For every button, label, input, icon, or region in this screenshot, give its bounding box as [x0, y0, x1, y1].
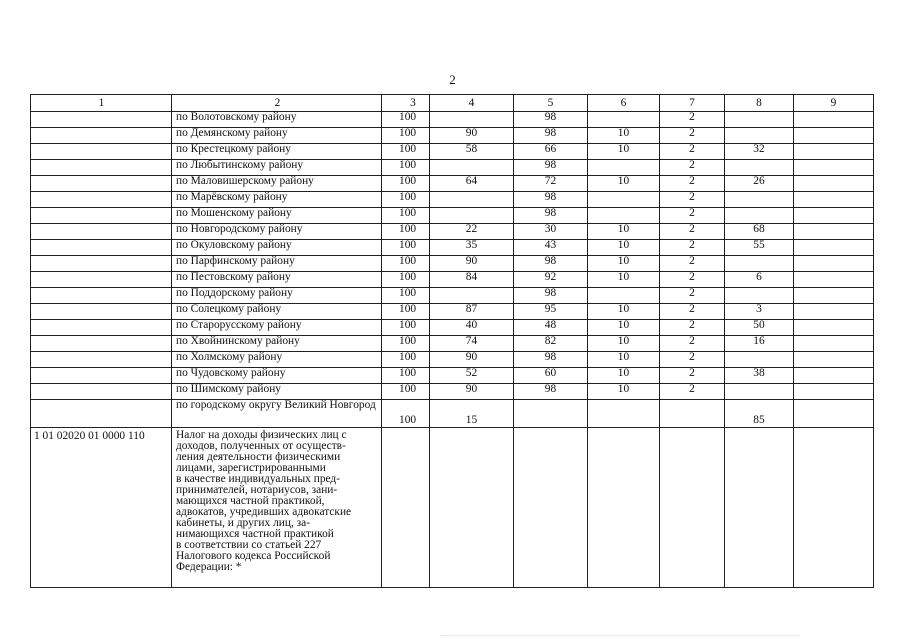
- cell-col9: [794, 224, 874, 240]
- cell-code: [31, 320, 172, 336]
- cell-name: по Волотовскому району: [172, 112, 382, 128]
- cell-code: [31, 208, 172, 224]
- cell-name: по Окуловскому району: [172, 240, 382, 256]
- table-row: [31, 368, 874, 384]
- header-cell-1: 1: [31, 95, 172, 112]
- cell-col9: [794, 256, 874, 272]
- cell-col8: 50: [725, 320, 794, 336]
- cell-col5: 66: [514, 144, 588, 160]
- cell-col5: 72: [514, 176, 588, 192]
- cell-col4: [430, 160, 514, 176]
- table-row: [31, 144, 874, 160]
- cell-col3: 100: [382, 128, 430, 144]
- cell-name: по Крестецкому району: [172, 144, 382, 160]
- cell-col3: 100: [382, 224, 430, 240]
- cell-name: по Пестовскому району: [172, 272, 382, 288]
- cell-col7: 2: [660, 256, 725, 272]
- cell-col8: [725, 384, 794, 400]
- cell-col8: [725, 256, 794, 272]
- table-row: [31, 224, 874, 240]
- cell-col5: 43: [514, 240, 588, 256]
- cell-name: по Парфинскому району: [172, 256, 382, 272]
- cell-name: по Холмскому району: [172, 352, 382, 368]
- cell-col4: [430, 112, 514, 128]
- cell-col5: 98: [514, 160, 588, 176]
- cell-col9: [794, 240, 874, 256]
- header-cell-3: 3: [382, 95, 430, 112]
- cell-name: по Чудовскому району: [172, 368, 382, 384]
- cell-code: [31, 112, 172, 128]
- table-row: [31, 400, 874, 428]
- table-row: [31, 112, 874, 128]
- cell-col6: 10: [588, 256, 660, 272]
- cell-col5: 30: [514, 224, 588, 240]
- cell-col9: [794, 128, 874, 144]
- cell-col3: 100: [382, 304, 430, 320]
- cell-col4: 84: [430, 272, 514, 288]
- cell-col9: [794, 384, 874, 400]
- cell-col4: [430, 428, 514, 588]
- cell-col8: 85: [725, 400, 794, 428]
- cell-col3: 100: [382, 144, 430, 160]
- cell-col5: [514, 428, 588, 588]
- cell-col6: 10: [588, 368, 660, 384]
- cell-col8: [725, 112, 794, 128]
- cell-col3: 100: [382, 272, 430, 288]
- cell-col9: [794, 352, 874, 368]
- cell-name: по Солецкому району: [172, 304, 382, 320]
- cell-col8: 26: [725, 176, 794, 192]
- cell-col6: [588, 428, 660, 588]
- cell-col3: 100: [382, 336, 430, 352]
- cell-col3: 100: [382, 112, 430, 128]
- cell-col3: 100: [382, 352, 430, 368]
- cell-col7: 2: [660, 240, 725, 256]
- table-row: [31, 240, 874, 256]
- cell-col5: 98: [514, 352, 588, 368]
- cell-col5: 98: [514, 208, 588, 224]
- cell-name: по Любытинскому району: [172, 160, 382, 176]
- cell-col7: 2: [660, 112, 725, 128]
- cell-col5: 82: [514, 336, 588, 352]
- table-row: [31, 256, 874, 272]
- table-row: [31, 384, 874, 400]
- cell-col4: 74: [430, 336, 514, 352]
- cell-code: [31, 368, 172, 384]
- cell-col6: [588, 192, 660, 208]
- cell-name: по Новгородскому району: [172, 224, 382, 240]
- cell-col7: 2: [660, 304, 725, 320]
- table-row: [31, 192, 874, 208]
- cell-name: по Марёвскому району: [172, 192, 382, 208]
- cell-col9: [794, 208, 874, 224]
- table-row: [31, 336, 874, 352]
- cell-col3: 100: [382, 368, 430, 384]
- budget-distribution-table: [30, 94, 874, 588]
- cell-col6: [588, 160, 660, 176]
- cell-col9: [794, 368, 874, 384]
- cell-name: по Мошенскому району: [172, 208, 382, 224]
- cell-name: Налог на доходы физических лиц с доходов, полученных от осуществ- ления деятельности физическими лицами, зарегистрированными в качестве индивидуальных пред- принимателей, нотариусов, зани- мающихся частной практикой, адвокатов, учредивших адвокатские кабинеты, и других лиц, за- нимающихся частной практикой в соответствии со статьей 227 Налогового кодекса Российской Федерации: *: [172, 428, 382, 588]
- cell-code: [31, 160, 172, 176]
- cell-col3: 100: [382, 384, 430, 400]
- cell-col6: [588, 112, 660, 128]
- cell-col7: 2: [660, 384, 725, 400]
- cell-col7: 2: [660, 144, 725, 160]
- scan-artifacts: [440, 633, 800, 636]
- cell-code: [31, 224, 172, 240]
- table-row: [31, 208, 874, 224]
- cell-col7: 2: [660, 128, 725, 144]
- table-row: [31, 304, 874, 320]
- cell-col9: [794, 336, 874, 352]
- cell-name: по Шимскому району: [172, 384, 382, 400]
- cell-col7: 2: [660, 176, 725, 192]
- cell-col5: 98: [514, 256, 588, 272]
- cell-col9: [794, 272, 874, 288]
- cell-col9: [794, 160, 874, 176]
- table-row: [31, 272, 874, 288]
- cell-col7: 2: [660, 368, 725, 384]
- header-cell-2: 2: [172, 95, 382, 112]
- cell-col4: [430, 192, 514, 208]
- cell-col6: 10: [588, 176, 660, 192]
- cell-code: [31, 400, 172, 428]
- cell-col4: 22: [430, 224, 514, 240]
- cell-col7: 2: [660, 160, 725, 176]
- cell-code: [31, 304, 172, 320]
- cell-col9: [794, 428, 874, 588]
- cell-col7: 2: [660, 320, 725, 336]
- cell-col4: 90: [430, 384, 514, 400]
- cell-col3: 100: [382, 192, 430, 208]
- cell-col8: 3: [725, 304, 794, 320]
- cell-col8: 38: [725, 368, 794, 384]
- cell-name: по Маловишерскому району: [172, 176, 382, 192]
- cell-col7: 2: [660, 288, 725, 304]
- cell-col8: 32: [725, 144, 794, 160]
- cell-col9: [794, 400, 874, 428]
- page-number: 2: [449, 72, 456, 87]
- cell-col8: [725, 428, 794, 588]
- cell-col5: 98: [514, 112, 588, 128]
- cell-col5: 60: [514, 368, 588, 384]
- cell-col8: [725, 192, 794, 208]
- cell-col8: [725, 160, 794, 176]
- table-row: [31, 428, 874, 588]
- cell-name: по городскому округу Великий Новгород: [172, 400, 382, 428]
- table-row: [31, 160, 874, 176]
- cell-code: [31, 128, 172, 144]
- cell-col9: [794, 144, 874, 160]
- header-cell-7: 7: [660, 95, 725, 112]
- cell-col3: 100: [382, 400, 430, 428]
- cell-col5: 98: [514, 128, 588, 144]
- header-cell-9: 9: [794, 95, 874, 112]
- cell-col8: [725, 128, 794, 144]
- cell-col8: 6: [725, 272, 794, 288]
- table-row: [31, 320, 874, 336]
- cell-col6: 10: [588, 224, 660, 240]
- table-header-row: [31, 95, 874, 112]
- cell-col6: [588, 400, 660, 428]
- cell-code: [31, 240, 172, 256]
- cell-col7: 2: [660, 224, 725, 240]
- cell-col5: 98: [514, 288, 588, 304]
- cell-col5: [514, 400, 588, 428]
- cell-col7: [660, 428, 725, 588]
- cell-col7: 2: [660, 208, 725, 224]
- cell-col4: 64: [430, 176, 514, 192]
- table-row: [31, 128, 874, 144]
- cell-col8: [725, 352, 794, 368]
- cell-col3: 100: [382, 208, 430, 224]
- cell-col3: 100: [382, 240, 430, 256]
- cell-code: [31, 192, 172, 208]
- cell-col5: 92: [514, 272, 588, 288]
- cell-col4: [430, 208, 514, 224]
- cell-col6: 10: [588, 320, 660, 336]
- cell-col5: 48: [514, 320, 588, 336]
- cell-col8: 16: [725, 336, 794, 352]
- cell-col4: [430, 288, 514, 304]
- cell-col9: [794, 112, 874, 128]
- cell-code: [31, 272, 172, 288]
- table-row: [31, 176, 874, 192]
- cell-col5: 95: [514, 304, 588, 320]
- cell-col7: 2: [660, 272, 725, 288]
- cell-col4: 58: [430, 144, 514, 160]
- cell-col5: 98: [514, 384, 588, 400]
- cell-col9: [794, 320, 874, 336]
- cell-col4: 90: [430, 128, 514, 144]
- table-row: [31, 288, 874, 304]
- cell-col4: 15: [430, 400, 514, 428]
- cell-col4: 90: [430, 352, 514, 368]
- cell-col3: 100: [382, 176, 430, 192]
- header-cell-4: 4: [430, 95, 514, 112]
- cell-col6: 10: [588, 240, 660, 256]
- table-row: [31, 352, 874, 368]
- cell-col7: 2: [660, 352, 725, 368]
- cell-code: [31, 288, 172, 304]
- cell-col9: [794, 288, 874, 304]
- cell-col8: [725, 288, 794, 304]
- cell-col5: 98: [514, 192, 588, 208]
- cell-col6: [588, 208, 660, 224]
- cell-col8: 55: [725, 240, 794, 256]
- cell-col4: 52: [430, 368, 514, 384]
- cell-col6: 10: [588, 144, 660, 160]
- cell-col4: 90: [430, 256, 514, 272]
- cell-code: [31, 144, 172, 160]
- cell-col7: 2: [660, 336, 725, 352]
- cell-col4: 87: [430, 304, 514, 320]
- cell-name: по Старорусскому району: [172, 320, 382, 336]
- cell-col3: 100: [382, 256, 430, 272]
- cell-col7: 2: [660, 192, 725, 208]
- cell-col8: 68: [725, 224, 794, 240]
- cell-col3: 100: [382, 288, 430, 304]
- cell-col6: 10: [588, 304, 660, 320]
- cell-col4: 35: [430, 240, 514, 256]
- header-cell-8: 8: [725, 95, 794, 112]
- cell-code: [31, 352, 172, 368]
- cell-code: [31, 176, 172, 192]
- cell-code: 1 01 02020 01 0000 110: [31, 428, 172, 588]
- cell-col6: 10: [588, 352, 660, 368]
- cell-col6: 10: [588, 336, 660, 352]
- cell-code: [31, 336, 172, 352]
- cell-col3: 100: [382, 320, 430, 336]
- cell-col9: [794, 176, 874, 192]
- cell-col9: [794, 192, 874, 208]
- cell-col6: 10: [588, 128, 660, 144]
- cell-name: по Демянскому району: [172, 128, 382, 144]
- cell-col4: 40: [430, 320, 514, 336]
- cell-col3: 100: [382, 160, 430, 176]
- cell-col6: 10: [588, 272, 660, 288]
- cell-name: по Поддорскому району: [172, 288, 382, 304]
- header-cell-6: 6: [588, 95, 660, 112]
- cell-col6: [588, 288, 660, 304]
- cell-col9: [794, 304, 874, 320]
- cell-col6: 10: [588, 384, 660, 400]
- cell-col3: [382, 428, 430, 588]
- cell-col7: [660, 400, 725, 428]
- cell-name: по Хвойнинскому району: [172, 336, 382, 352]
- header-cell-5: 5: [514, 95, 588, 112]
- cell-col8: [725, 208, 794, 224]
- cell-code: [31, 384, 172, 400]
- cell-code: [31, 256, 172, 272]
